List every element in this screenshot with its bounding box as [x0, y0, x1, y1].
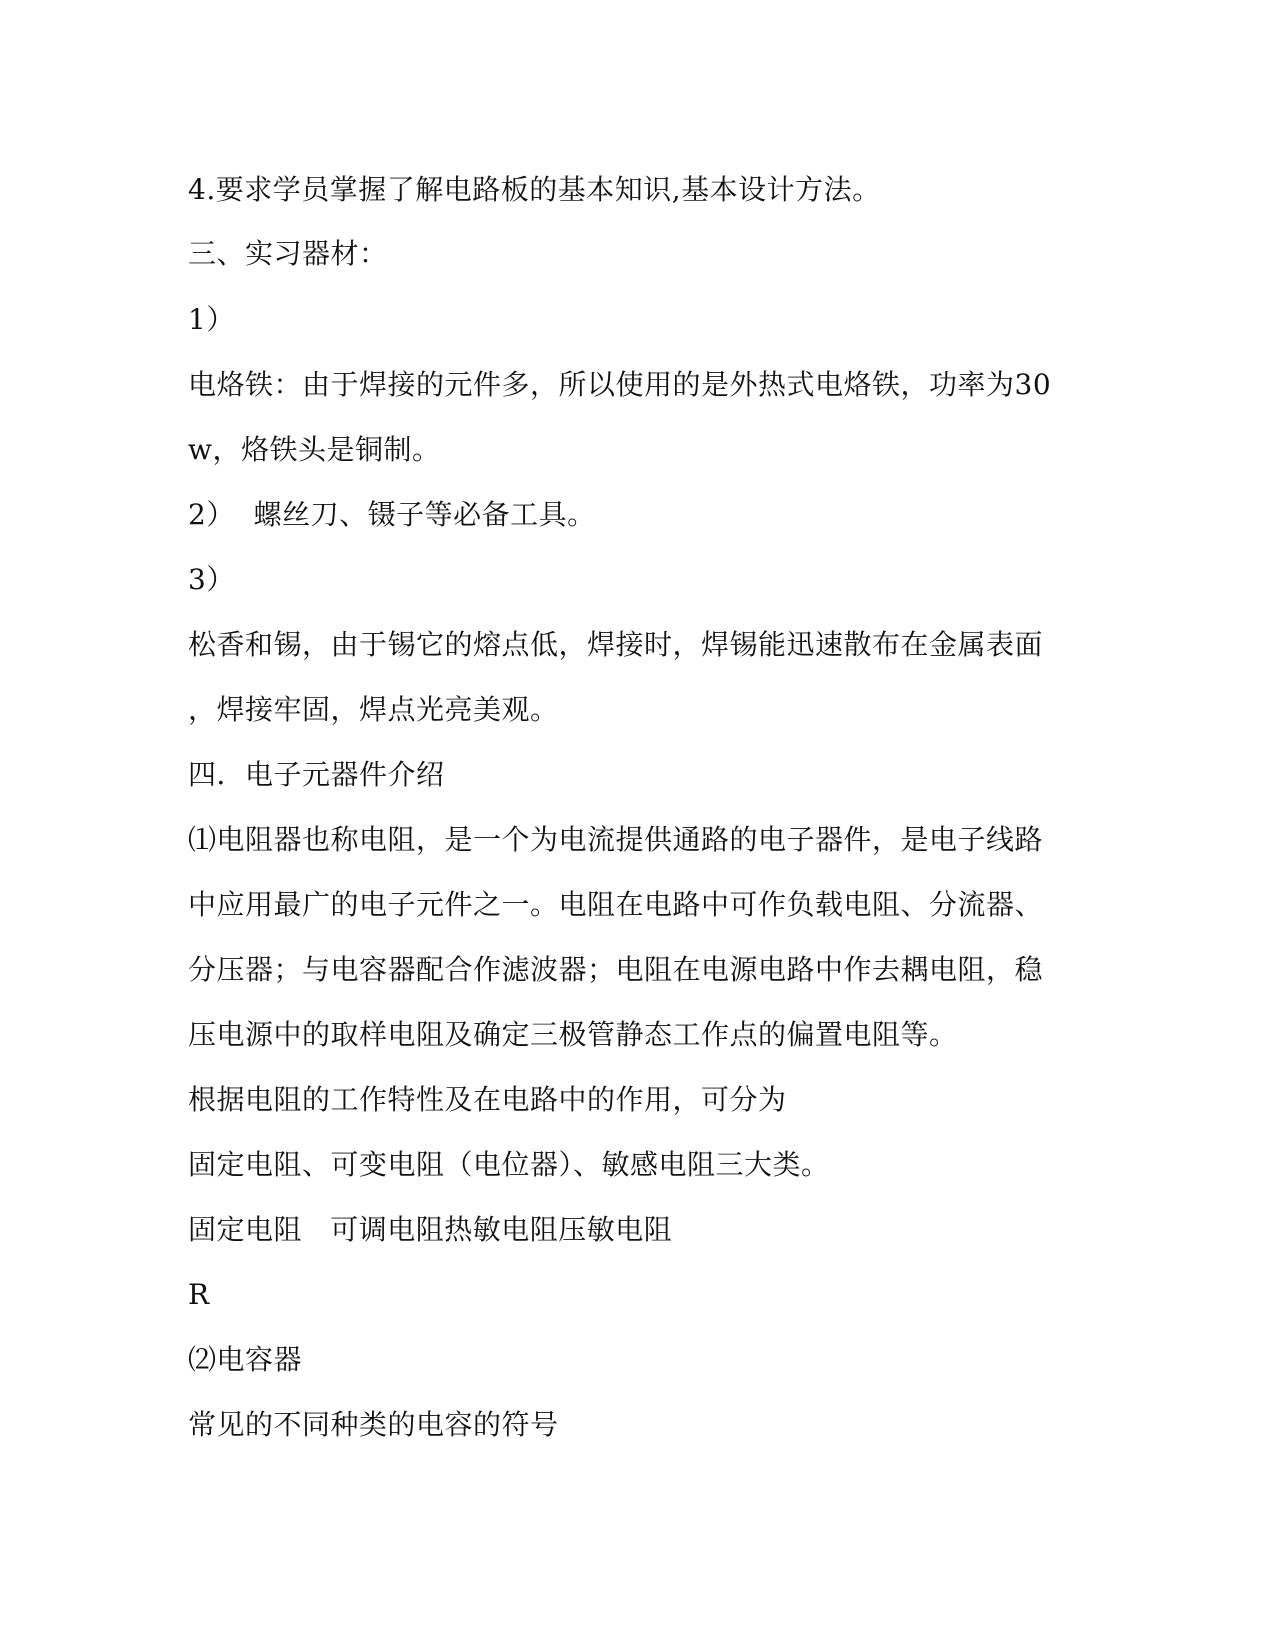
text-line-resistor-2: 中应用最广的电子元件之一。电阻在电路中可作负载电阻、分流器、	[188, 888, 1044, 921]
text-line-resistor-classification: 根据电阻的工作特性及在电路中的作用，可分为	[188, 1083, 787, 1116]
section-heading-components: 四．电子元器件介绍	[188, 758, 445, 791]
text-line-soldering-iron-cont: w，烙铁头是铜制。	[188, 433, 441, 466]
text-line-tools: 2） 螺丝刀、镊子等必备工具。	[188, 498, 596, 531]
section-heading-capacitor: ⑵电容器	[188, 1343, 303, 1376]
text-line-resistor-labels: 固定电阻 可调电阻热敏电阻压敏电阻	[188, 1213, 673, 1246]
section-heading-equipment: 三、实习器材：	[188, 237, 388, 270]
list-marker-3: 3）	[188, 563, 235, 596]
text-line-symbol-r: R	[188, 1278, 210, 1311]
text-line-objective-4: 4.要求学员掌握了解电路板的基本知识,基本设计方法。	[188, 173, 881, 206]
text-line-resistor-3: 分压器；与电容器配合作滤波器；电阻在电源电路中作去耦电阻，稳	[188, 953, 1044, 986]
list-marker-1: 1）	[188, 303, 235, 336]
text-line-rosin-tin-cont: ，焊接牢固，焊点光亮美观。	[188, 693, 559, 726]
text-line-resistor-types: 固定电阻、可变电阻（电位器）、敏感电阻三大类。	[188, 1148, 830, 1181]
text-line-resistor-1: ⑴电阻器也称电阻，是一个为电流提供通路的电子器件，是电子线路	[188, 823, 1044, 856]
text-line-rosin-tin: 松香和锡，由于锡它的熔点低，焊接时，焊锡能迅速散布在金属表面	[188, 628, 1044, 661]
text-line-resistor-4: 压电源中的取样电阻及确定三极管静态工作点的偏置电阻等。	[188, 1018, 958, 1051]
text-line-capacitor-symbols: 常见的不同种类的电容的符号	[188, 1408, 559, 1441]
text-line-soldering-iron: 电烙铁：由于焊接的元件多，所以使用的是外热式电烙铁，功率为30	[188, 368, 1052, 401]
